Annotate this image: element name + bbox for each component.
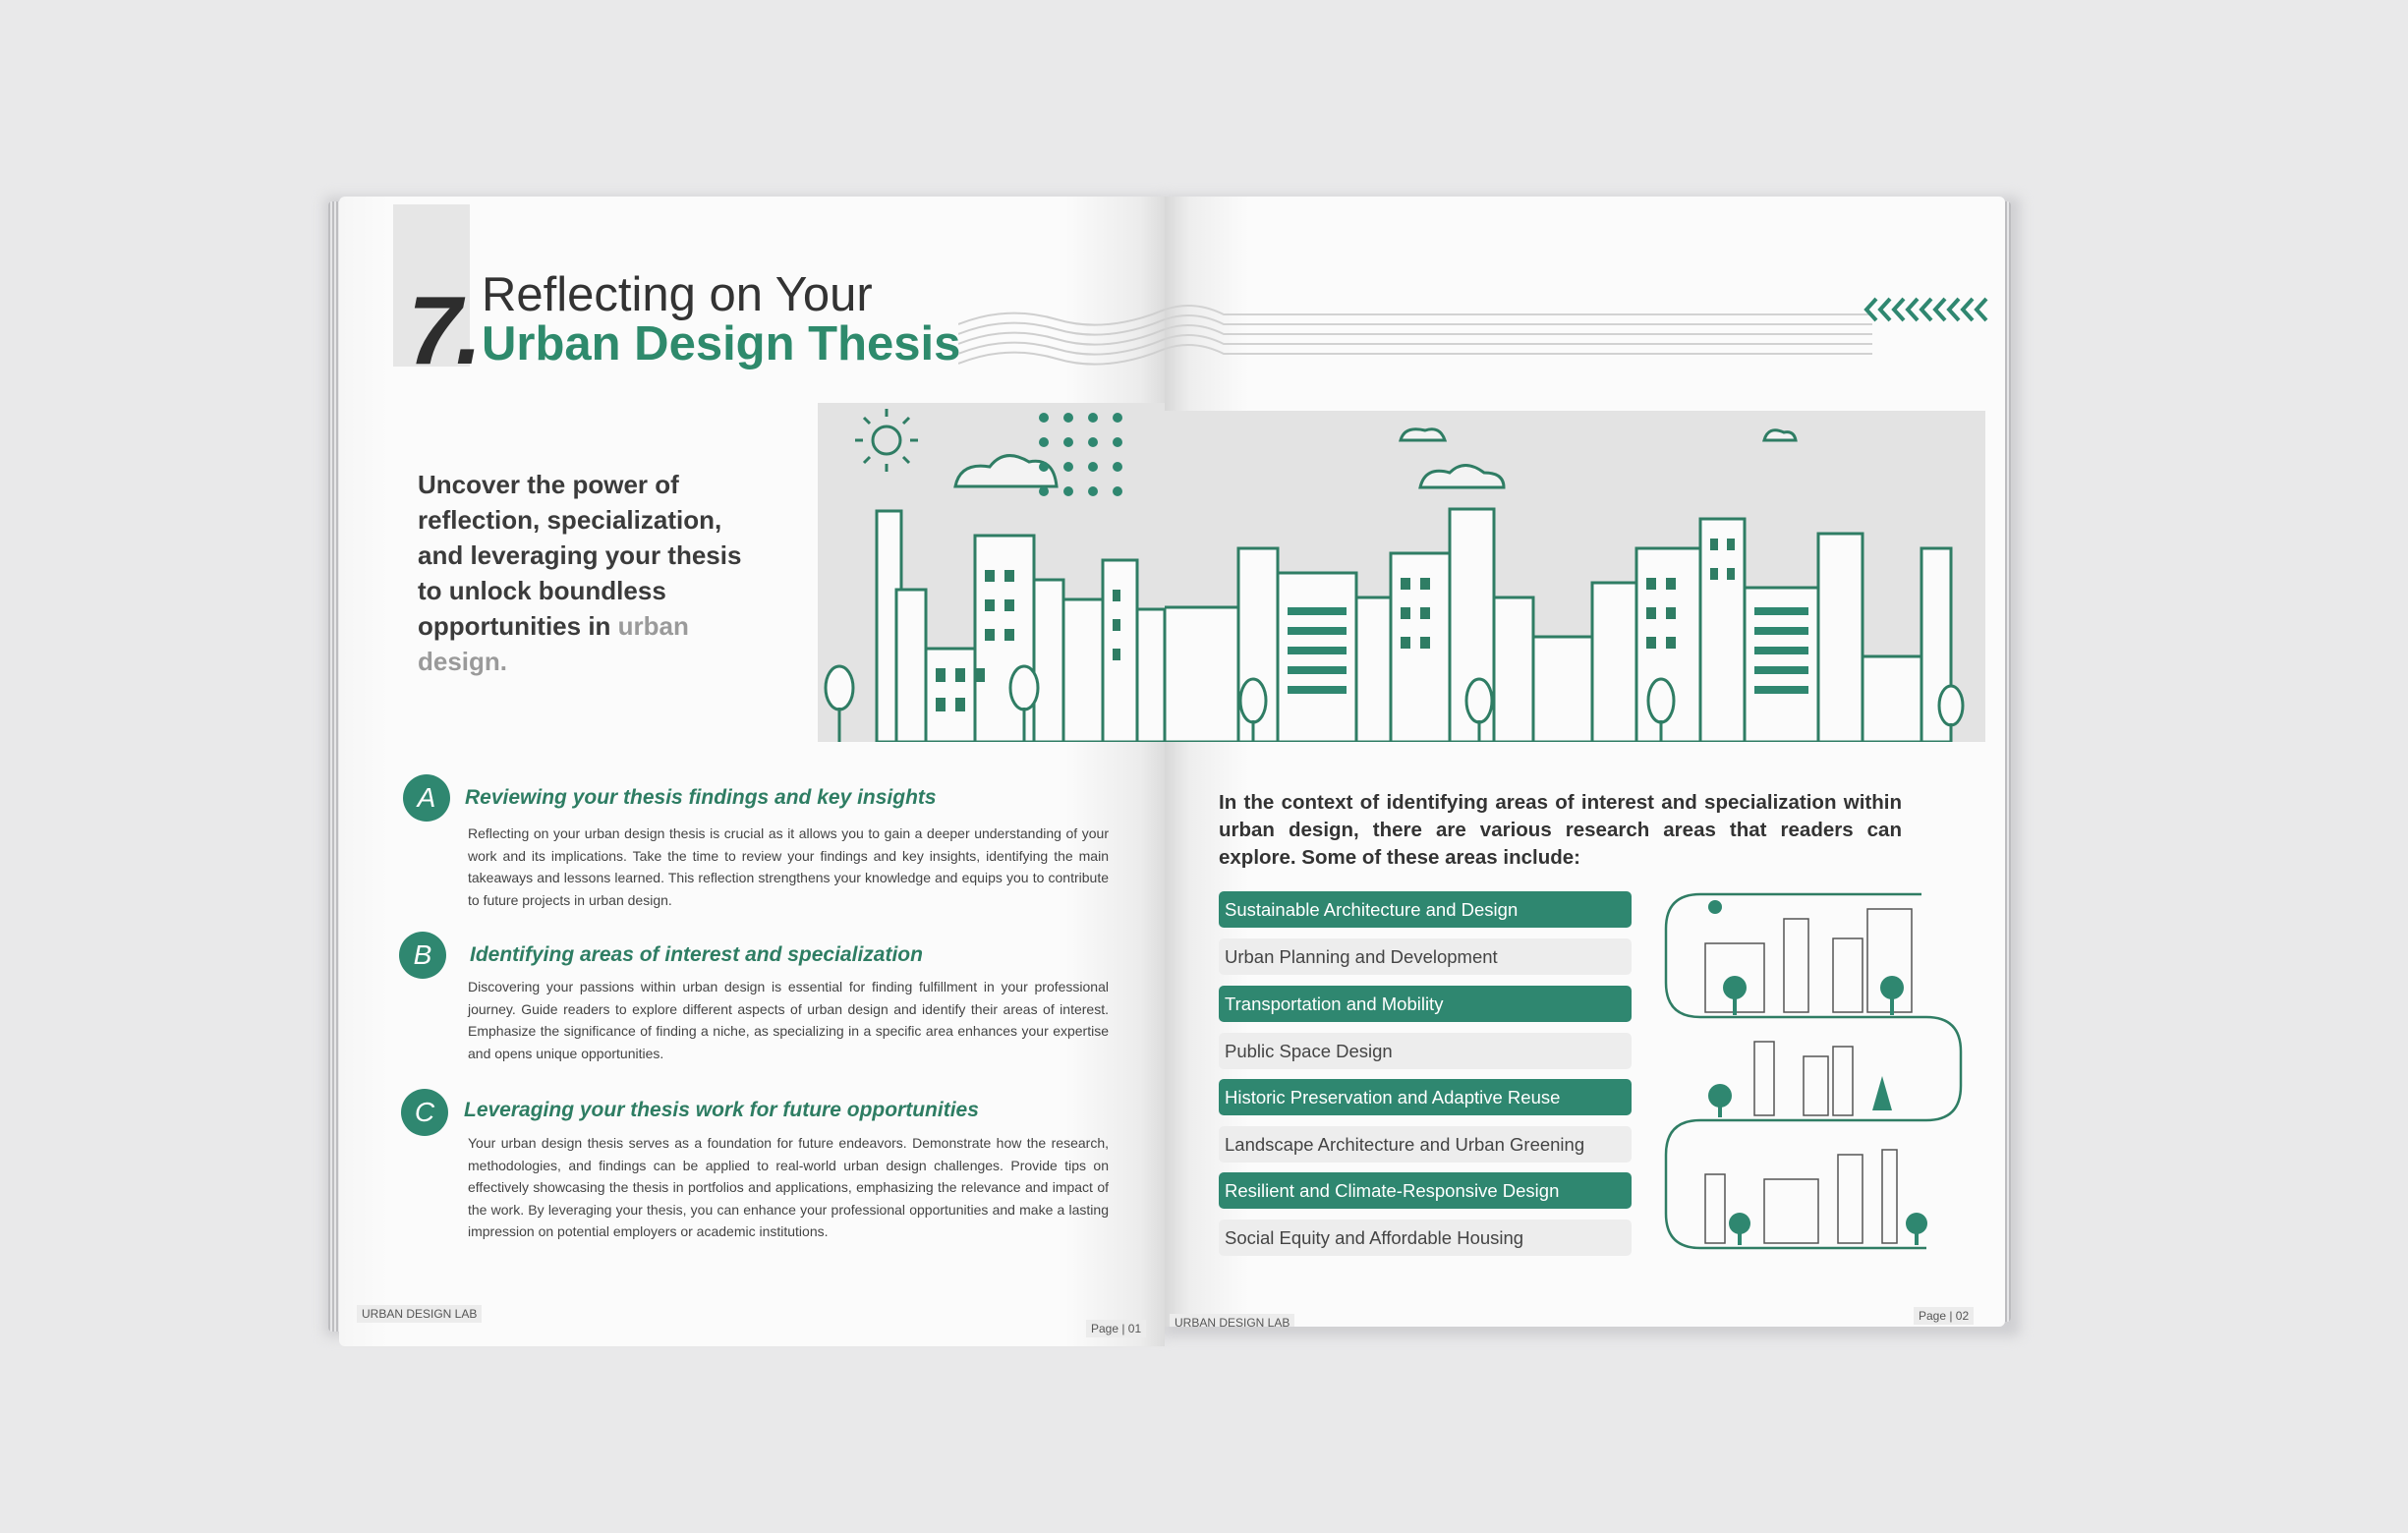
wave-lines-decoration [958,295,1165,383]
left-page [339,197,1165,1346]
chapter-number: 7. [408,276,477,384]
title-line-1: Reflecting on Your [482,268,873,321]
area-pill-5: Historic Preservation and Adaptive Reuse [1219,1079,1632,1115]
wave-lines-decoration [1165,295,1872,383]
intro-text: Uncover the power of reflection, specialization, and leveraging your thesis to unlock boundless opportunities in urban design. [418,470,742,676]
footer-page-number: Page | 02 [1914,1307,1974,1325]
city-skyline-illustration [1165,411,1985,742]
footer-brand: URBAN DESIGN LAB [357,1305,482,1323]
section-c-title: Leveraging your thesis work for future opportunities [464,1099,979,1121]
section-c-badge: C [401,1089,448,1136]
chevron-arrows-icon [1863,295,1990,324]
section-b-badge: B [399,932,446,979]
section-a-body: Reflecting on your urban design thesis is crucial as it allows you to gain a deeper understanding of your work and its implications. Take the time to review your findings and key insights, identifying the main takeaways and lessons learned. This reflection strengthens your knowledge and equips you to contribute to future projects in urban design. [468,825,1109,908]
area-pill-7: Resilient and Climate-Responsive Design [1219,1172,1632,1209]
footer-page-number: Page | 01 [1086,1320,1146,1337]
section-b-title: Identifying areas of interest and specialization [470,943,923,966]
area-pill-8: Social Equity and Affordable Housing [1219,1220,1632,1256]
area-pill-2: Urban Planning and Development [1219,938,1632,975]
section-a-title: Reviewing your thesis findings and key insights [465,786,937,809]
area-pill-1: Sustainable Architecture and Design [1219,891,1632,928]
area-pill-3: Transportation and Mobility [1219,986,1632,1022]
title-line-2: Urban Design Thesis [482,317,961,370]
area-pill-4: Public Space Design [1219,1033,1632,1069]
area-pill-6: Landscape Architecture and Urban Greening [1219,1126,1632,1163]
city-skyline-illustration [818,403,1165,742]
right-page [1165,197,2005,1327]
section-a-badge: A [403,774,450,822]
building-icon [1661,889,1966,1253]
section-c-body: Your urban design thesis serves as a foundation for future endeavors. Demonstrate how the research, methodologies, and findings can be applied to real-world urban design challenges. Provide tips on effectively showcasing the thesis in portfolios and applications, emphasizing the relevance and impact of the work. By leveraging your thesis, you can enhance your professional opportunities and make a lasting impression on potential employers or academic institutions. [468,1135,1109,1239]
research-areas-intro: In the context of identifying areas of interest and specialization within urban design, there are various research areas that readers can explore. Some of these areas include: [1219,791,1902,869]
footer-brand: URBAN DESIGN LAB [1170,1314,1294,1327]
section-b-body: Discovering your passions within urban design is essential for finding fulfillment in your professional journey. Guide readers to explore different aspects of urban design and identify their areas of interest. Emphasize the significance of finding a niche, as specializing in a specific area enhances your expertise and opens unique opportunities. [468,979,1109,1061]
